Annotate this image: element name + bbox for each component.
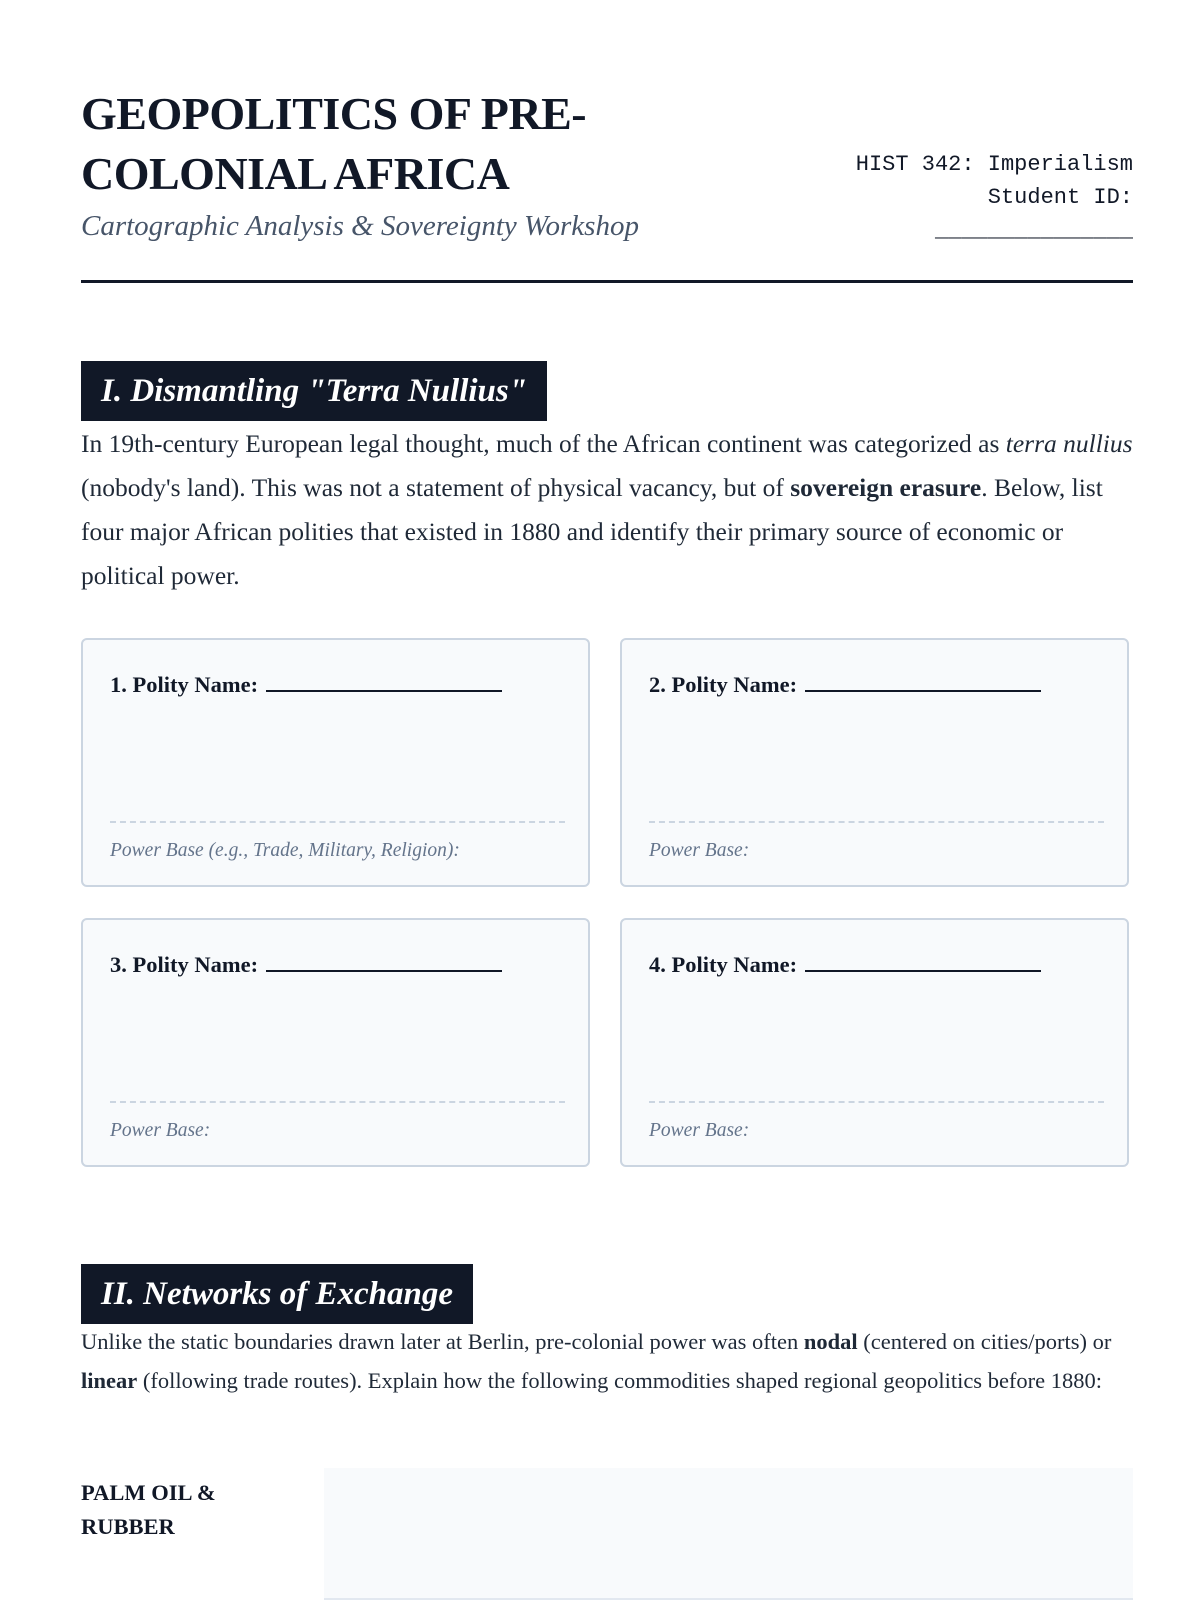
commodity-answer-box[interactable]: [324, 1468, 1133, 1600]
page-title: GEOPOLITICS OF PRE-COLONIAL AFRICA: [81, 88, 587, 199]
polity-name-field[interactable]: 2. Polity Name:: [649, 668, 1041, 700]
power-base-label: Power Base:: [110, 1120, 211, 1141]
term-terra-nullius: terra nullius: [1005, 429, 1133, 458]
power-base-label: Power Base (e.g., Trade, Military, Religion):: [110, 840, 460, 861]
card-divider: [649, 1101, 1104, 1103]
power-base-label: Power Base:: [649, 840, 750, 861]
polity-name-blank[interactable]: [266, 948, 502, 972]
commodity-label-palm-oil-rubber: PALM OIL & RUBBER: [81, 1480, 216, 1539]
section-2-heading: II. Networks of Exchange: [81, 1264, 473, 1324]
polity-name-field[interactable]: 3. Polity Name:: [110, 948, 502, 980]
section-1-heading: I. Dismantling "Terra Nullius": [81, 361, 547, 421]
polity-name-field[interactable]: 4. Polity Name:: [649, 948, 1041, 980]
emphasis-sovereign-erasure: sovereign erasure: [790, 473, 982, 502]
polity-name-blank[interactable]: [266, 668, 502, 692]
power-base-label: Power Base:: [649, 1120, 750, 1141]
course-code: HIST 342: Imperialism: [855, 152, 1133, 177]
student-id-field[interactable]: _______________: [934, 218, 1133, 243]
page-subtitle: Cartographic Analysis & Sovereignty Workshop: [81, 210, 639, 242]
polity-name-blank[interactable]: [805, 668, 1041, 692]
section-1-intro: In 19th-century European legal thought, much of the African continent was categorized as terra nullius (nobody's land). This was not a statement of physical vacancy, but of sovereign erasure. Below, list four major African polities that existed in 1880 and identify their primary source of economic or political power.: [81, 429, 1133, 590]
polity-name-field[interactable]: 1. Polity Name:: [110, 668, 502, 700]
worksheet-page: [81, 0, 1133, 1600]
polity-card-1[interactable]: [81, 638, 590, 887]
course-meta: [856, 148, 1133, 247]
card-divider: [110, 821, 565, 823]
polity-name-blank[interactable]: [805, 948, 1041, 972]
polity-card-2[interactable]: [620, 638, 1129, 887]
polity-card-4[interactable]: [620, 918, 1129, 1167]
card-divider: [110, 1101, 565, 1103]
card-divider: [649, 821, 1104, 823]
emphasis-linear: linear: [81, 1368, 138, 1393]
section-2-intro: Unlike the static boundaries drawn later at Berlin, pre-colonial power was often nodal (centered on cities/ports) or linear (following trade routes). Explain how the following commodities shaped regional geopolitics before 1880:: [81, 1329, 1112, 1393]
polity-grid: [81, 638, 1133, 1170]
student-id-label: Student ID:: [987, 185, 1133, 210]
emphasis-nodal: nodal: [803, 1329, 858, 1354]
polity-card-3[interactable]: [81, 918, 590, 1167]
worksheet-header: [81, 84, 1133, 283]
